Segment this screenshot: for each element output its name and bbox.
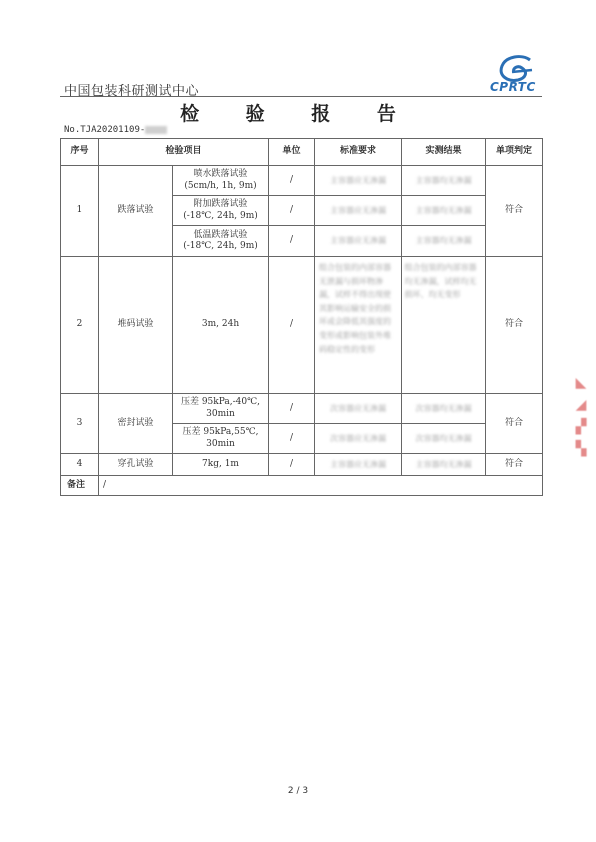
- row-judgement: 符合: [486, 257, 543, 394]
- col-header-judgement: 单项判定: [486, 139, 543, 166]
- row-result: [402, 166, 486, 196]
- redacted-result: 次容器均无渗漏: [415, 433, 472, 443]
- table-row: [61, 166, 543, 196]
- row-unit: /: [269, 394, 315, 424]
- row-standard: [315, 166, 402, 196]
- cond-line: (-18℃, 24h, 9m): [183, 210, 258, 221]
- col-header-standard: 标准要求: [315, 139, 402, 166]
- cond-line: 压差 95kPa,-40℃,: [180, 397, 261, 408]
- redacted-standard: 次容器应无渗漏: [330, 433, 387, 443]
- redacted-standard: 主容器应无渗漏: [330, 205, 387, 215]
- logo-text: CPRTC: [490, 80, 536, 94]
- redacted-result: 主容器均无渗漏: [415, 205, 472, 215]
- redacted-result: 主容器均无渗漏: [415, 459, 472, 469]
- page-title: 检 验 报 告: [180, 103, 416, 125]
- header-divider: [60, 96, 542, 97]
- redacted-number: [145, 126, 167, 134]
- row-result: [402, 196, 486, 226]
- row-condition: 7kg, 1m: [173, 454, 269, 476]
- row-item: 跌落试验: [99, 166, 173, 257]
- row-standard: [315, 394, 402, 424]
- row-judgement: 符合: [486, 166, 543, 257]
- row-result: [402, 257, 486, 394]
- row-item: 密封试验: [99, 394, 173, 454]
- redacted-result: 主容器均无渗漏: [415, 236, 472, 246]
- row-unit: /: [269, 166, 315, 196]
- col-header-no: 序号: [61, 139, 99, 166]
- inspection-table: [60, 138, 543, 496]
- cond-line: 附加跌落试验: [193, 199, 248, 210]
- row-standard: [315, 424, 402, 454]
- redacted-standard: 主容器应无渗漏: [330, 236, 387, 246]
- row-result: [402, 226, 486, 257]
- cond-line: 压差 95kPa,55℃,: [182, 427, 259, 438]
- row-condition: [173, 166, 269, 196]
- remark-value: /: [99, 476, 543, 496]
- row-unit: /: [269, 226, 315, 257]
- row-condition: [173, 394, 269, 424]
- row-result: [402, 454, 486, 476]
- redacted-standard: 主容器应无渗漏: [330, 175, 387, 185]
- row-condition: [173, 196, 269, 226]
- table-row: [61, 257, 543, 394]
- org-name: 中国包装科研测试中心: [64, 84, 200, 99]
- row-condition: [173, 226, 269, 257]
- cond-line: (-18℃, 24h, 9m): [183, 241, 258, 251]
- row-unit: /: [269, 257, 315, 394]
- cond-line: 30min: [206, 438, 235, 449]
- redacted-standard: 次容器应无渗漏: [330, 403, 387, 413]
- row-unit: /: [269, 454, 315, 476]
- row-standard: [315, 196, 402, 226]
- row-standard: [315, 454, 402, 476]
- cond-line: 30min: [206, 408, 235, 419]
- row-standard: [315, 226, 402, 257]
- redacted-standard: 组合包装的内部容器无泄漏与损坏物渗漏，试样不得出现使其影响运输安全的损坏或会降低其强度的变形或影响包装外堆码稳定性的变形: [319, 263, 392, 354]
- row-unit: /: [269, 196, 315, 226]
- row-item: 堆码试验: [99, 257, 173, 394]
- row-no: 4: [61, 454, 99, 476]
- col-header-unit: 单位: [269, 139, 315, 166]
- remark-row: [61, 476, 543, 496]
- cond-line: 喷水跌落试验: [193, 169, 248, 180]
- report-number-text: No.TJA20201109-: [64, 125, 146, 135]
- redacted-result: 主容器均无渗漏: [415, 175, 472, 185]
- row-no: 1: [61, 166, 99, 257]
- row-unit: /: [269, 424, 315, 454]
- row-condition: 3m, 24h: [173, 257, 269, 394]
- table-row: [61, 394, 543, 424]
- redacted-result: 组合包装的内部容器均无渗漏，试样均无损坏、均无变形: [404, 263, 477, 300]
- row-judgement: 符合: [486, 454, 543, 476]
- row-result: [402, 394, 486, 424]
- col-header-result: 实测结果: [402, 139, 486, 166]
- col-header-item: 检验项目: [99, 139, 269, 166]
- seal-stamp-fragment: ◣ ◢ ▞ ▚: [575, 375, 587, 457]
- remark-label: 备注: [61, 476, 99, 496]
- cond-line: 低温跌落试验: [193, 229, 248, 240]
- redacted-standard: 主容器应无渗漏: [330, 459, 387, 469]
- page-number: 2 / 3: [287, 786, 309, 796]
- report-number: [64, 125, 167, 135]
- redacted-result: 次容器均无渗漏: [415, 403, 472, 413]
- row-no: 3: [61, 394, 99, 454]
- table-header-row: [61, 139, 543, 166]
- row-standard: [315, 257, 402, 394]
- row-judgement: 符合: [486, 394, 543, 454]
- row-condition: [173, 424, 269, 454]
- row-item: 穿孔试验: [99, 454, 173, 476]
- row-no: 2: [61, 257, 99, 394]
- cond-line: (5cm/h, 1h, 9m): [184, 180, 257, 191]
- row-result: [402, 424, 486, 454]
- table-row: [61, 454, 543, 476]
